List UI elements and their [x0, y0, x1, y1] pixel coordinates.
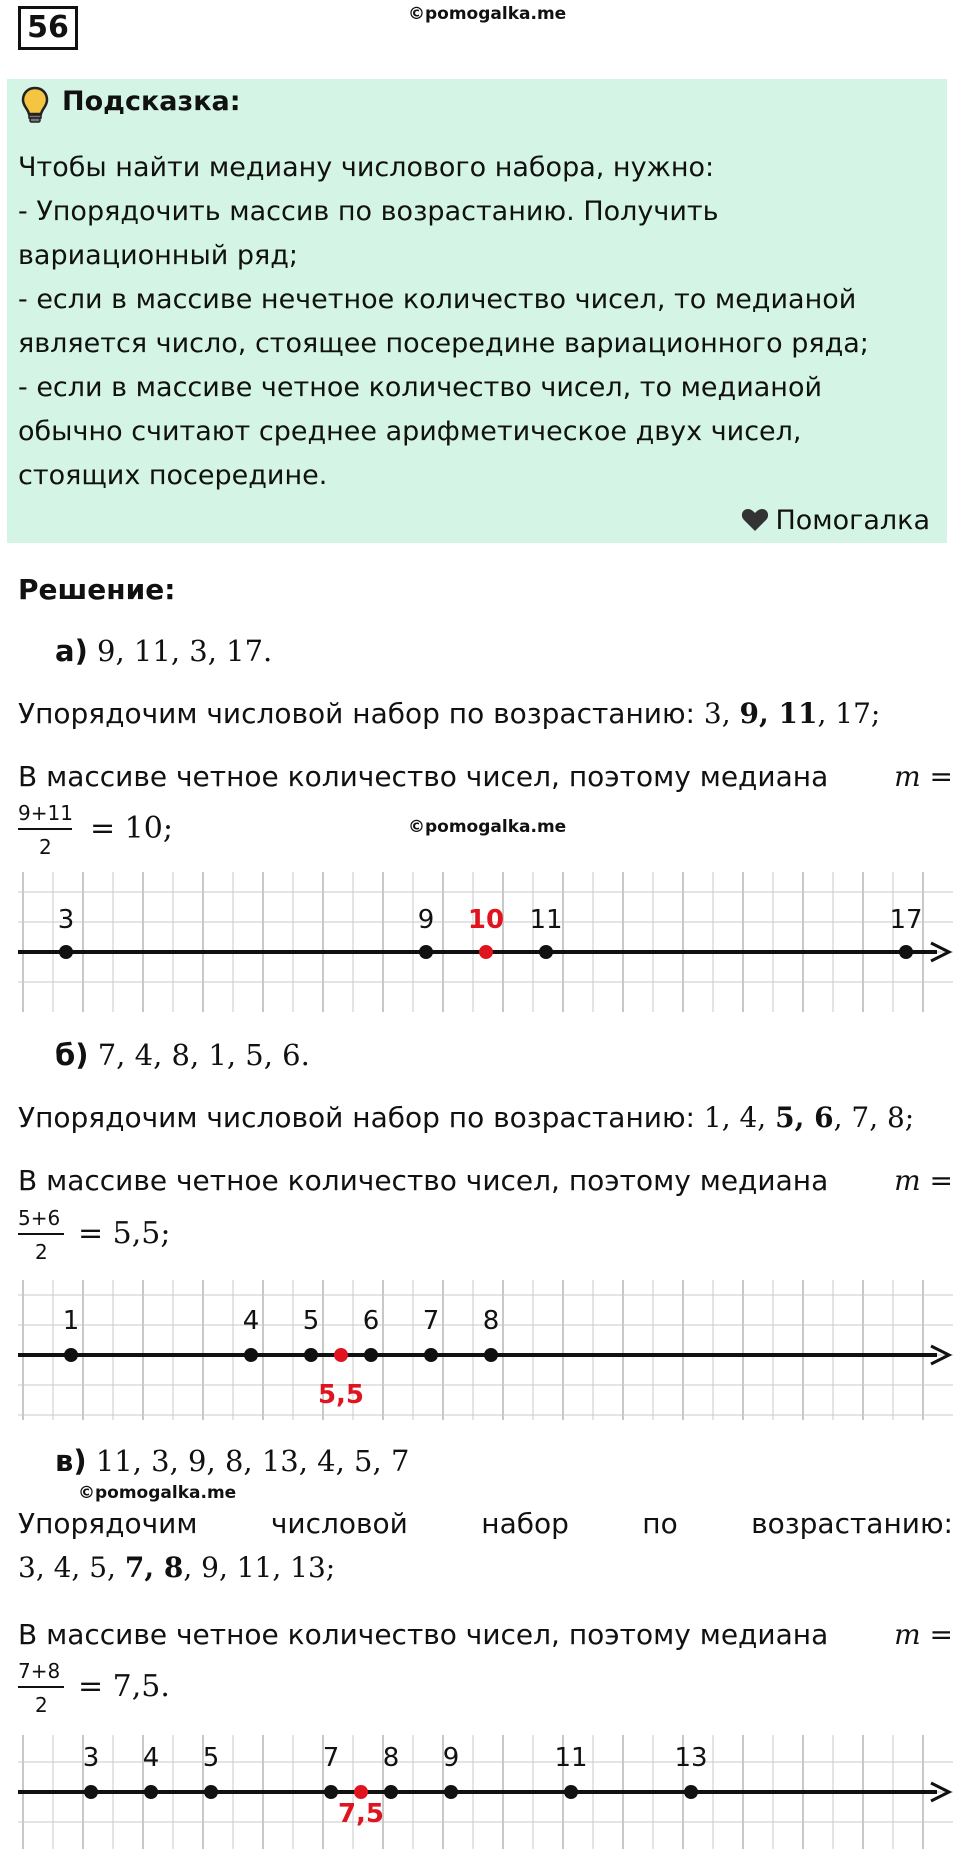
order-word: возрастанию:	[751, 1507, 953, 1540]
item-a-task	[55, 634, 272, 668]
item-b-sorted	[18, 1101, 914, 1134]
number-line-b	[18, 1280, 953, 1420]
item-a-result: = 10;	[90, 811, 173, 846]
sorted-pre: 1, 4,	[703, 1101, 776, 1134]
median-point	[334, 1348, 348, 1362]
graph-paper	[18, 872, 953, 1012]
axis-point	[304, 1348, 318, 1362]
item-b-median-phrase	[18, 1164, 953, 1197]
order-word: числовой	[270, 1507, 408, 1540]
hint-line: - Упорядочить массив по возрастанию. Получить	[18, 196, 719, 227]
axis-point	[384, 1785, 398, 1799]
median-point	[354, 1785, 368, 1799]
axis-point	[444, 1785, 458, 1799]
axis-point-label: 3	[82, 1743, 100, 1773]
sorted-pre: 3,	[703, 697, 740, 730]
item-label: б)	[55, 1038, 89, 1072]
order-phrase: Упорядочим числовой набор по возрастанию:	[18, 697, 695, 730]
axis-point-label: 7	[322, 1743, 340, 1773]
axis-point	[64, 1348, 78, 1362]
item-c-median-phrase	[18, 1618, 953, 1651]
item-label: в)	[55, 1444, 87, 1478]
axis-point-label: 9	[442, 1743, 460, 1773]
item-b-result: = 5,5;	[78, 1216, 171, 1251]
axis-point	[144, 1785, 158, 1799]
axis-point	[419, 945, 433, 959]
axis-point	[244, 1348, 258, 1362]
item-c-sorted	[18, 1551, 335, 1584]
item-label: а)	[55, 634, 88, 668]
hint-line: вариационный ряд;	[18, 240, 299, 271]
watermark-top: ©pomogalka.me	[408, 4, 567, 24]
axis-point	[539, 945, 553, 959]
heart-icon	[741, 508, 769, 539]
axis-point-label: 7	[422, 1306, 440, 1336]
median-phrase: В массиве четное количество чисел, поэтому медиана	[18, 1164, 829, 1197]
axis-point	[84, 1785, 98, 1799]
axis-point-label: 5	[202, 1743, 220, 1773]
hint-line: Чтобы найти медиану числового набора, нужно:	[18, 152, 715, 183]
median-label: 7,5	[337, 1799, 385, 1829]
hint-line: - если в массиве четное количество чисел, то медианой	[18, 372, 823, 403]
hint-title: Подсказка:	[62, 86, 241, 117]
number-line-c	[18, 1735, 953, 1849]
sorted-bold: 9, 11	[739, 697, 818, 730]
frac-den: 2	[35, 1693, 48, 1717]
number-line-a	[18, 872, 953, 1012]
graph-paper	[18, 1280, 953, 1420]
median-phrase: В массиве четное количество чисел, поэтому медиана	[18, 760, 829, 793]
sorted-bold: 5, 6	[775, 1101, 834, 1134]
axis-point-label: 13	[674, 1743, 708, 1773]
graph-paper	[18, 1735, 953, 1849]
item-set: 9, 11, 3, 17.	[97, 634, 273, 668]
item-set: 7, 4, 8, 1, 5, 6.	[97, 1038, 310, 1072]
brand-signature	[741, 505, 930, 539]
axis-point	[59, 945, 73, 959]
axis-point-label: 4	[242, 1306, 260, 1336]
axis-point-label: 11	[554, 1743, 588, 1773]
frac-den: 2	[35, 1240, 48, 1264]
watermark-mid: ©pomogalka.me	[408, 817, 567, 837]
frac-num: 9+11	[18, 801, 73, 825]
axis-point-label: 6	[362, 1306, 380, 1336]
median-point	[479, 945, 493, 959]
median-var: m =	[894, 1164, 953, 1197]
median-var: m =	[894, 1618, 953, 1651]
brand-label: Помогалка	[775, 505, 930, 536]
axis-point-label: 8	[382, 1743, 400, 1773]
axis-point-label: 5	[302, 1306, 320, 1336]
axis-point-label: 9	[417, 905, 435, 935]
sorted-post: , 17;	[817, 697, 881, 730]
item-a-median-phrase	[18, 760, 953, 793]
axis-point-label: 8	[482, 1306, 500, 1336]
median-phrase: В массиве четное количество чисел, поэтому медиана	[18, 1618, 829, 1651]
item-a-sorted	[18, 697, 880, 730]
item-c-result: = 7,5.	[78, 1669, 170, 1704]
watermark-bottom: ©pomogalka.me	[78, 1483, 237, 1503]
lightbulb-icon	[20, 86, 50, 128]
axis-point	[899, 945, 913, 959]
axis-point	[424, 1348, 438, 1362]
axis-point-label: 11	[529, 905, 563, 935]
hint-line: является число, стоящее посередине вариационного ряда;	[18, 328, 869, 359]
median-var: m =	[894, 760, 953, 793]
order-word: по	[642, 1507, 678, 1540]
order-word: набор	[481, 1507, 569, 1540]
axis-point	[364, 1348, 378, 1362]
axis-point-label: 4	[142, 1743, 160, 1773]
sorted-post: , 9, 11, 13;	[183, 1551, 336, 1584]
axis-point-label: 3	[57, 905, 75, 935]
item-c-order-words	[18, 1507, 953, 1540]
hint-line: - если в массиве нечетное количество чисел, то медианой	[18, 284, 857, 315]
item-b-task	[55, 1038, 310, 1072]
median-label: 5,5	[317, 1380, 365, 1410]
solution-title: Решение:	[18, 573, 176, 606]
order-phrase: Упорядочим числовой набор по возрастанию:	[18, 1101, 695, 1134]
axis-point-label: 1	[62, 1306, 80, 1336]
order-word: Упорядочим	[18, 1507, 198, 1540]
hint-line: обычно считают среднее арифметическое двух чисел,	[18, 416, 802, 447]
frac-num: 7+8	[18, 1659, 61, 1683]
axis-point-label: 17	[889, 905, 923, 935]
sorted-pre: 3, 4, 5,	[18, 1551, 125, 1584]
axis-point	[324, 1785, 338, 1799]
axis-point	[684, 1785, 698, 1799]
sorted-bold: 7, 8	[124, 1551, 184, 1584]
axis-point	[564, 1785, 578, 1799]
task-number: 56	[18, 6, 78, 50]
item-set: 11, 3, 9, 8, 13, 4, 5, 7	[95, 1444, 410, 1478]
sorted-post: , 7, 8;	[833, 1101, 915, 1134]
item-c-task	[55, 1444, 409, 1478]
frac-num: 5+6	[18, 1206, 61, 1230]
median-label: 10	[467, 905, 505, 935]
axis-point	[204, 1785, 218, 1799]
frac-den: 2	[39, 835, 52, 859]
hint-line: стоящих посередине.	[18, 460, 328, 491]
axis-point	[484, 1348, 498, 1362]
